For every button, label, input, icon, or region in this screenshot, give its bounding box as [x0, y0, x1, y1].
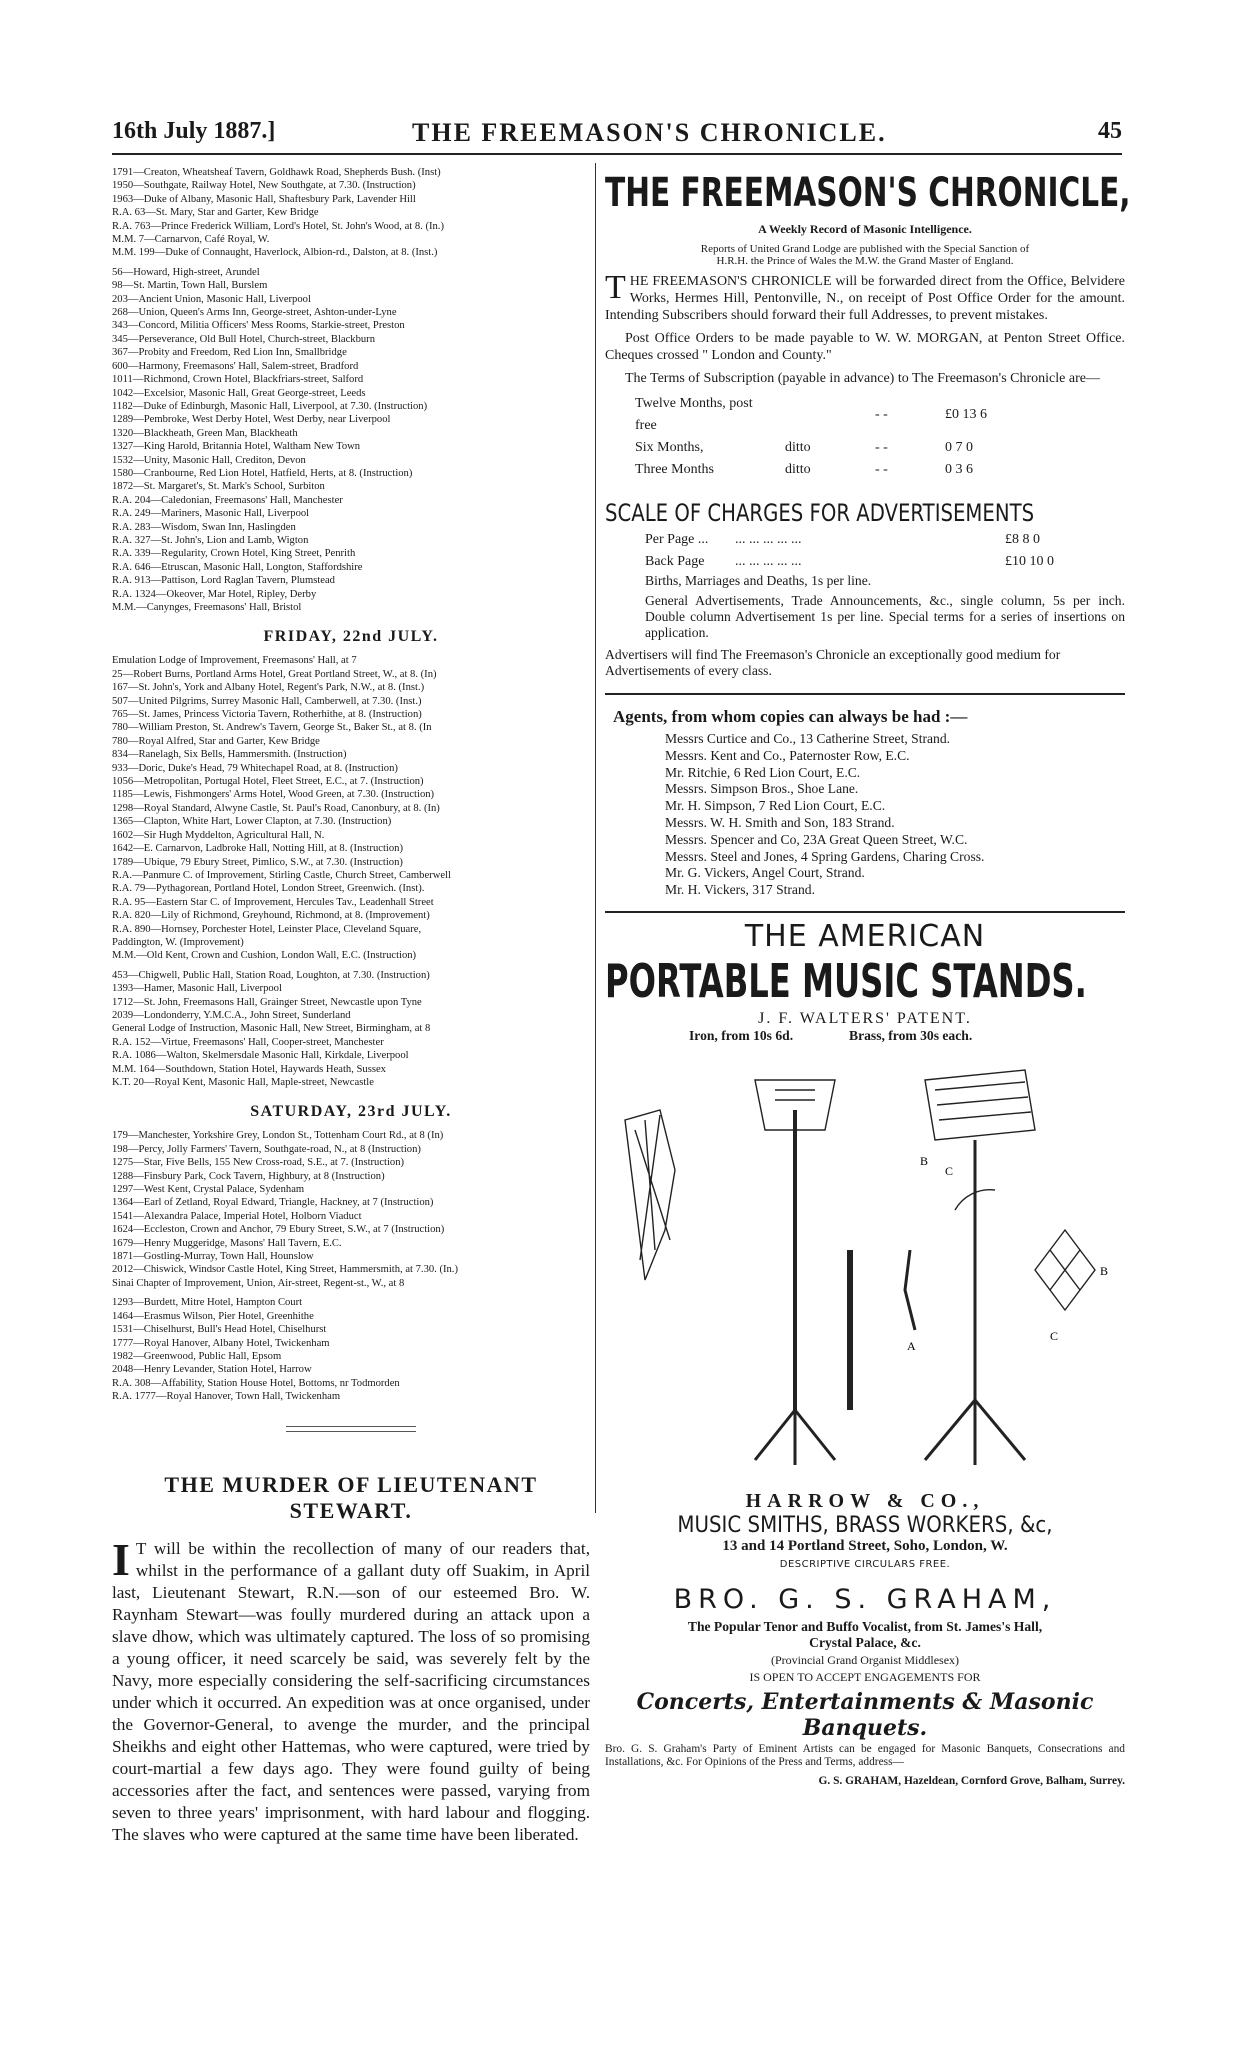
lodge-entry: 1871—Gostling-Murray, Town Hall, Hounslow: [112, 1251, 314, 1263]
agents-list: [665, 731, 1125, 899]
charge-row: [645, 529, 1125, 551]
lodge-entry: 1327—King Harold, Britannia Hotel, Waltham New Town: [112, 441, 361, 453]
chronicle-masthead: THE FREEMASON'S CHRONICLE,: [605, 170, 1131, 216]
lodge-entry: 198—Percy, Jolly Farmers' Tavern, Southgate-road, N., at 8 (Instruction): [112, 1143, 421, 1155]
chronicle-reports: [605, 243, 1125, 267]
lodge-entry: 453—Chigwell, Public Hall, Station Road, Loughton, at 7.30. (Instruction): [112, 969, 430, 981]
lodge-entry: Sinai Chapter of Improvement, Union, Air-street, Regent-st., W., at 8: [112, 1277, 405, 1289]
lodge-entry: 507—United Pilgrims, Surrey Masonic Hall, Camberwell, at 7.30. (Inst.): [112, 695, 422, 707]
reports-line: Reports of United Grand Lodge are published with the Special Sanction of: [700, 243, 1030, 255]
lodge-entry: 1011—Richmond, Crown Hotel, Blackfriars-street, Salford: [112, 374, 364, 386]
lodge-entry: Emulation Lodge of Improvement, Freemasons' Hall, at 7: [112, 655, 357, 667]
lodge-entry: K.T. 20—Royal Kent, Masonic Hall, Maple-street, Newcastle: [112, 1077, 374, 1088]
lodge-entry: M.M.—Canynges, Freemasons' Hall, Bristol: [112, 602, 302, 613]
lodge-entry: R.A. 1324—Okeover, Mar Hotel, Ripley, Derby: [112, 588, 317, 600]
lodge-entry: R.A. 763—Prince Frederick William, Lord's Hotel, St. John's Wood, at 8. (In.): [112, 220, 444, 232]
lodge-entry: 268—Union, Queen's Arms Inn, George-street, Ashton-under-Lyne: [112, 307, 397, 319]
lodge-entry: 1950—Southgate, Railway Hotel, New Southgate, at 7.30. (Instruction): [112, 180, 416, 192]
article-body: [112, 1533, 590, 1846]
header-rule: [112, 153, 1122, 155]
tenor-line: Crystal Palace, &c.: [809, 1634, 921, 1650]
lodge-entry: 1289—Pembroke, West Derby Hotel, West Derby, near Liverpool: [112, 414, 391, 426]
drop-cap: I: [112, 1533, 130, 1585]
lodge-entry: R.A. 890—Hornsey, Porchester Hotel, Leinster Place, Cleveland Square,: [112, 923, 422, 935]
lodge-entry: 1541—Alexandra Palace, Imperial Hotel, Holborn Viaduct: [112, 1210, 362, 1222]
left-column: [112, 166, 590, 1846]
article-title-line: THE MURDER OF LIEUTENANT: [164, 1471, 538, 1497]
lodge-entry: 1042—Excelsior, Masonic Hall, Great George-street, Leeds: [112, 387, 366, 399]
label-a: A: [907, 1338, 916, 1353]
agent-entry: Mr. G. Vickers, Angel Court, Strand.: [665, 865, 865, 881]
lodge-entry: 1679—Henry Muggeridge, Masons' Hall Tavern, E.C.: [112, 1237, 342, 1249]
rate-row: [635, 459, 997, 481]
lodge-entry: R.A. 820—Lily of Richmond, Greyhound, Richmond, at 8. (Improvement): [112, 910, 430, 922]
stand-prices: [689, 1028, 1125, 1044]
lodge-entry: R.A. 1086—Walton, Skelmersdale Masonic Hall, Kirkdale, Liverpool: [112, 1050, 409, 1062]
agent-entry: Mr. Ritchie, 6 Red Lion Court, E.C.: [665, 764, 861, 780]
rates-table: [635, 393, 997, 481]
charge-row: [645, 551, 1125, 573]
article-title-line: STEWART.: [289, 1497, 413, 1523]
advertisers-note: Advertisers will find The Freemason's Chronicle an exceptionally good medium for Advertisements of every class.: [605, 647, 1061, 678]
lodge-entry: 343—Concord, Militia Officers' Mess Rooms, Starkie-street, Preston: [112, 320, 405, 332]
lodge-entry: M.M.—Old Kent, Crown and Cushion, London Wall, E.C. (Instruction): [112, 950, 417, 962]
lodge-entry: R.A. 95—Eastern Star C. of Improvement, Hercules Tav., Leadenhall Street: [112, 896, 434, 908]
charge-label: Back Page: [645, 554, 705, 569]
harrow-name: HARROW & CO.,: [745, 1489, 985, 1512]
rate-dots: - -: [875, 407, 888, 422]
page-number: 45: [1098, 118, 1122, 144]
label-c2: C: [1050, 1328, 1059, 1343]
lodge-entry: R.A. 327—St. John's, Lion and Lamb, Wigton: [112, 534, 309, 546]
drop-cap: T: [605, 269, 626, 306]
lodge-entry: 2048—Henry Levander, Station Hotel, Harrow: [112, 1364, 312, 1376]
tenor-line: The Popular Tenor and Buffo Vocalist, from St. James's Hall,: [687, 1618, 1043, 1634]
graham-open: IS OPEN TO ACCEPT ENGAGEMENTS FOR: [749, 1669, 981, 1684]
lodge-entry: 2012—Chiswick, Windsor Castle Hotel, King Street, Hammersmith, at 7.30. (In.): [112, 1264, 458, 1276]
harrow-trade: MUSIC SMITHS, BRASS WORKERS, &c,: [677, 1512, 1053, 1538]
rate-amount: 0 3 6: [945, 462, 973, 477]
agent-entry: Messrs. W. H. Smith and Son, 183 Strand.: [665, 814, 895, 830]
lodge-entry: Paddington, W. (Improvement): [112, 936, 244, 948]
advertising-title: SCALE OF CHARGES FOR ADVERTISEMENTS: [605, 499, 1035, 527]
music-stand-illustration: [605, 1050, 1125, 1480]
saturday-heading: SATURDAY, 23rd JULY.: [250, 1103, 452, 1121]
lodge-entry: R.A. 283—Wisdom, Swan Inn, Haslingden: [112, 521, 296, 533]
lodge-entry: R.A. 152—Virtue, Freemasons' Hall, Cooper-street, Manchester: [112, 1036, 384, 1048]
stand-legs: [755, 1410, 835, 1465]
charge-amount: £10 10 0: [1005, 554, 1054, 569]
lodge-entry: R.A. 204—Caledonian, Freemasons' Hall, Manchester: [112, 494, 343, 506]
header-title: THE FREEMASON'S CHRONICLE.: [412, 118, 887, 147]
agent-entry: Messrs. Simpson Bros., Shoe Lane.: [665, 781, 859, 797]
lodge-entry: R.A.—Panmure C. of Improvement, Stirling Castle, Church Street, Camberwell: [112, 869, 451, 881]
agent-entry: Messrs. Spencer and Co, 23A Great Queen Street, W.C.: [665, 831, 968, 847]
patent-line: J. F. WALTERS' PATENT.: [758, 1009, 972, 1027]
lodge-entry: 345—Perseverance, Old Bull Hotel, Church-street, Blackburn: [112, 333, 376, 345]
graham-tenor: [605, 1619, 1125, 1651]
lodge-entry: 1580—Cranbourne, Red Lion Hotel, Hatfield, Herts, at 8. (Instruction): [112, 467, 413, 479]
article-text: T will be within the recollection of many of our readers that, whilst in the performance of a gallant duty off Suakim, in April last, Lieutenant Stewart, R.N.—son of our esteemed Bro. W. Raynham Stewart—was foully murdered during an attack upon a slave dhow, which was ultimately captured. The loss of so promising a young officer, it need scarcely be said, was severely felt by the Navy, more especially considering the self-sacrificing circumstances under which it occurred. An expedition was at once organised, under the Governor-General, to avenge the murder, and the principal Sheikhs and eight other Hattemas, who were captured, were tried by court-martial a few days ago. They were found guilty of being accessories after the fact, and sentences were passed, varying from seven to three years' imprisonment, with hard labour and flogging. The slaves who were captured at the same time have been liberated.: [112, 1538, 590, 1844]
para-text: HE FREEMASON'S CHRONICLE will be forwarded direct from the Office, Belvidere Works, Hermes Hill, Pentonville, N., on receipt of Post Office Order for the amount. Intending Subscribers should forward their full Addresses, to prevent mistakes.: [605, 274, 1125, 323]
brass-price: Brass, from 30s each.: [849, 1027, 973, 1043]
harrow-address: 13 and 14 Portland Street, Soho, London, W.: [722, 1537, 1008, 1554]
lodge-entry: 1791—Creaton, Wheatsheaf Tavern, Goldhawk Road, Shepherds Bush. (Inst): [112, 167, 441, 178]
lodge-entry: 98—St. Martin, Town Hall, Burslem: [112, 280, 268, 292]
lodge-entry: 600—Harmony, Freemasons' Hall, Salem-street, Bradford: [112, 360, 359, 372]
lodge-entry: 1288—Finsbury Park, Cock Tavern, Highbury, at 8 (Instruction): [112, 1170, 385, 1182]
section-divider: [286, 1426, 416, 1427]
lodge-entry: 933—Doric, Duke's Head, 79 Whitechapel Road, at 8. (Instruction): [112, 762, 398, 774]
rate-amount: £0 13 6: [945, 407, 987, 422]
chronicle-para: The Terms of Subscription (payable in advance) to The Freemason's Chronicle are—: [625, 371, 1100, 386]
lodge-list-friday: [112, 654, 590, 1089]
rate-label: Six Months,: [635, 440, 704, 455]
lodge-entry: 1320—Blackheath, Green Man, Blackheath: [112, 427, 298, 439]
lodge-entry: R.A. 646—Etruscan, Masonic Hall, Longton, Staffordshire: [112, 561, 363, 573]
lodge-entry: 1293—Burdett, Mitre Hotel, Hampton Court: [112, 1297, 303, 1309]
rate-ditto: [785, 393, 875, 437]
lodge-entry: R.A. 79—Pythagorean, Portland Hotel, London Street, Greenwich. (Inst).: [112, 883, 425, 895]
lodge-entry: 780—Royal Alfred, Star and Garter, Kew Bridge: [112, 735, 320, 747]
label-b2: B: [1100, 1263, 1109, 1278]
lodge-entry: 1982—Greenwood, Public Hall, Epsom: [112, 1350, 282, 1362]
reports-line: H.R.H. the Prince of Wales the M.W. the Grand Master of England.: [716, 255, 1014, 267]
lodge-entry: 56—Howard, High-street, Arundel: [112, 266, 260, 278]
lodge-entry: 167—St. John's, York and Albany Hotel, Regent's Park, N.W., at 8. (Inst.): [112, 682, 425, 694]
american-title: THE AMERICAN: [744, 918, 986, 954]
folded-stand: [625, 1110, 675, 1280]
lodge-entry: 1393—Hamer, Masonic Hall, Liverpool: [112, 983, 282, 995]
clip-part: [905, 1250, 915, 1330]
lodge-entry: 179—Manchester, Yorkshire Grey, London St., Tottenham Court Rd., at 8 (In): [112, 1130, 444, 1142]
rate-dots: - -: [875, 462, 888, 477]
rate-label: Three Months: [635, 462, 714, 477]
lodge-entry: 1531—Chiselhurst, Bull's Head Hotel, Chiselhurst: [112, 1324, 327, 1336]
lodge-entry: 1298—Royal Standard, Alwyne Castle, St. Paul's Road, Canonbury, at 8. (In): [112, 802, 440, 814]
lodge-entry: 1364—Earl of Zetland, Royal Edward, Triangle, Hackney, at 7 (Instruction): [112, 1197, 434, 1209]
agent-entry: Messrs. Steel and Jones, 4 Spring Gardens, Charing Cross.: [665, 848, 985, 864]
lodge-entry: R.A. 339—Regularity, Crown Hotel, King Street, Penrith: [112, 548, 356, 560]
agents-title: Agents, from whom copies can always be had :—: [613, 707, 968, 726]
rate-row: [635, 437, 997, 459]
lodge-entry: M.M. 199—Duke of Connaught, Haverlock, Albion-rd., Dalston, at 8. (Inst.): [112, 247, 438, 259]
lodge-entry: 1789—Ubique, 79 Ebury Street, Pimlico, S.W., at 7.30. (Instruction): [112, 856, 403, 868]
music-stand-engraving: [605, 1050, 1125, 1480]
charge-label: Per Page ...: [645, 532, 709, 547]
rate-ditto: ditto: [785, 440, 811, 455]
article-title: [112, 1472, 590, 1524]
lodge-entry: 1297—West Kent, Crystal Palace, Sydenham: [112, 1184, 305, 1196]
chronicle-para: [605, 269, 1125, 324]
lodge-entry: M.M. 7—Carnarvon, Café Royal, W.: [112, 234, 270, 246]
lodge-entry: 1185—Lewis, Fishmongers' Arms Hotel, Wood Green, at 7.30. (Instruction): [112, 789, 435, 801]
lodge-entry: 1624—Eccleston, Crown and Anchor, 79 Ebury Street, S.W., at 7 (Instruction): [112, 1224, 445, 1236]
rate-dots: - -: [875, 440, 888, 455]
lodge-entry: 1275—Star, Five Bells, 155 New Cross-road, S.E., at 7. (Instruction): [112, 1157, 405, 1169]
lodge-entry: R.A. 308—Affability, Station House Hotel, Bottoms, nr Todmorden: [112, 1377, 400, 1389]
charge-dots: ... ... ... ... ...: [735, 554, 802, 569]
lodge-entry: 1532—Unity, Masonic Hall, Crediton, Devon: [112, 454, 306, 466]
charge-amount: £8 8 0: [1005, 532, 1040, 547]
section-rule: [605, 911, 1125, 913]
lodge-list-thursday: [112, 166, 590, 614]
charge-dots: ... ... ... ... ...: [735, 532, 802, 547]
graham-party: Bro. G. S. Graham's Party of Eminent Artists can be engaged for Masonic Banquets, Consecrations and Installations, &c. For Opinions of the Press and Terms, address—: [605, 1742, 1125, 1768]
agent-entry: Messrs Curtice and Co., 13 Catherine Street, Strand.: [665, 731, 951, 746]
lodge-list-saturday: [112, 1129, 590, 1403]
lodge-entry: 1056—Metropolitan, Portugal Hotel, Fleet Street, E.C., at 7. (Instruction): [112, 776, 424, 788]
stands-title: PORTABLE MUSIC STANDS.: [605, 953, 1087, 1008]
lodge-entry: 765—St. James, Princess Victoria Tavern, Rotherhithe, at 8. (Instruction): [112, 709, 422, 721]
rate-label: Twelve Months, post free: [635, 396, 753, 433]
friday-heading: FRIDAY, 22nd JULY.: [263, 628, 439, 646]
general-ads: General Advertisements, Trade Announcements, &c., single column, 5s per inch. Double column Advertisement 1s per line. Special terms for a series of insertions on application.: [645, 593, 1125, 640]
agent-entry: Mr. H. Vickers, 317 Strand.: [665, 882, 815, 898]
harrow-circulars: DESCRIPTIVE CIRCULARS FREE.: [779, 1558, 951, 1570]
lodge-entry: 1872—St. Margaret's, St. Mark's School, Surbiton: [112, 481, 325, 493]
advertising-charges: [645, 529, 1125, 573]
lodge-entry: R.A. 1777—Royal Hanover, Town Hall, Twickenham: [112, 1391, 341, 1403]
subscription-rates: [635, 393, 1125, 481]
lodge-entry: 1777—Royal Hanover, Albany Hotel, Twickenham: [112, 1337, 330, 1349]
lodge-entry: 2039—Londonderry, Y.M.C.A., John Street, Sunderland: [112, 1009, 351, 1021]
graham-organist: (Provincial Grand Organist Middlesex): [770, 1652, 960, 1667]
graham-address: G. S. GRAHAM, Hazeldean, Cornford Grove, Balham, Surrey.: [818, 1774, 1125, 1787]
lodge-entry: R.A. 63—St. Mary, Star and Garter, Kew Bridge: [112, 207, 319, 219]
lodge-entry: 203—Ancient Union, Masonic Hall, Liverpool: [112, 293, 311, 305]
header-date: 16th July 1887.]: [112, 118, 276, 144]
stand-legs: [925, 1400, 1025, 1465]
label-b: B: [920, 1153, 929, 1168]
rate-ditto: ditto: [785, 462, 811, 477]
lodge-entry: 780—William Preston, St. Andrew's Tavern, George St., Baker St., at 8. (In: [112, 722, 432, 734]
lodge-entry: 367—Probity and Freedom, Red Lion Inn, Smallbridge: [112, 347, 347, 359]
lodge-entry: 25—Robert Burns, Portland Arms Hotel, Great Portland Street, W., at 8. (In): [112, 668, 437, 680]
graham-name: BRO. G. S. GRAHAM,: [673, 1583, 1057, 1615]
lodge-entry: 1365—Clapton, White Hart, Lower Clapton, at 7.30. (Instruction): [112, 816, 392, 828]
right-column: [605, 166, 1131, 1787]
lodge-entry: 1464—Erasmus Wilson, Pier Hotel, Greenhithe: [112, 1310, 314, 1322]
lodge-entry: 1182—Duke of Edinburgh, Masonic Hall, Liverpool, at 7.30. (Instruction): [112, 400, 428, 412]
lodge-entry: 1712—St. John, Freemasons Hall, Grainger Street, Newcastle upon Tyne: [112, 996, 422, 1008]
column-rule: [595, 163, 596, 1513]
lodge-entry: R.A. 249—Mariners, Masonic Hall, Liverpool: [112, 508, 310, 520]
lodge-entry: 834—Ranelagh, Six Bells, Hammersmith. (Instruction): [112, 749, 347, 761]
iron-price: Iron, from 10s 6d.: [689, 1027, 794, 1043]
rate-amount: 0 7 0: [945, 440, 973, 455]
lodge-entry: General Lodge of Instruction, Masonic Hall, New Street, Birmingham, at 8: [112, 1023, 431, 1035]
graham-concerts: Concerts, Entertainments & Masonic Banquets.: [636, 1688, 1094, 1741]
rate-row: [635, 393, 997, 437]
section-divider: [286, 1431, 416, 1432]
page-header: [112, 118, 1122, 152]
chronicle-para: Post Office Orders to be made payable to W. W. MORGAN, at Penton Street Office. Cheques crossed " London and County.": [605, 331, 1125, 363]
chronicle-subtitle: A Weekly Record of Masonic Intelligence.: [758, 222, 972, 236]
births-line: Births, Marriages and Deaths, 1s per line.: [645, 573, 872, 588]
lodge-entry: 1602—Sir Hugh Myddelton, Agricultural Hall, N.: [112, 829, 325, 841]
label-c: C: [945, 1163, 954, 1178]
agent-entry: Messrs. Kent and Co., Paternoster Row, E.C.: [665, 747, 910, 763]
lodge-entry: R.A. 913—Pattison, Lord Raglan Tavern, Plumstead: [112, 575, 335, 587]
agent-entry: Mr. H. Simpson, 7 Red Lion Court, E.C.: [665, 798, 886, 814]
section-rule: [605, 693, 1125, 695]
lodge-entry: 1642—E. Carnarvon, Ladbroke Hall, Notting Hill, at 8. (Instruction): [112, 843, 403, 855]
lodge-entry: M.M. 164—Southdown, Station Hotel, Haywards Heath, Sussex: [112, 1063, 386, 1075]
lodge-entry: 1963—Duke of Albany, Masonic Hall, Shaftesbury Park, Lavender Hill: [112, 193, 416, 205]
